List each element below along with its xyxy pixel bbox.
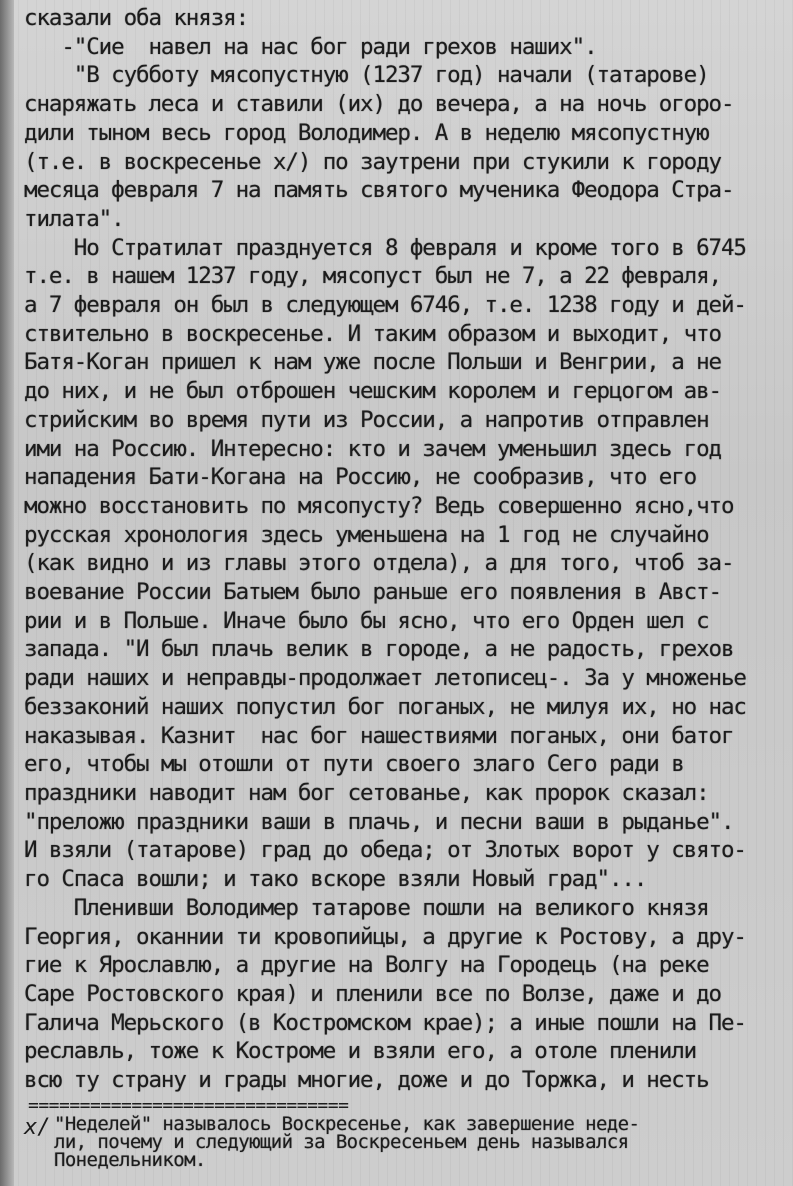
text-line: дили тыном весь город Володимер. А в неделю мясопустную	[24, 119, 709, 146]
text-line: Георгия, оканнии ти кровопийцы, а другие к Ростову, а дру-	[24, 923, 746, 950]
text-line: го Спаса вошли; и тако вскоре взяли Новый град"...	[24, 866, 647, 893]
footnote-text	[54, 1112, 783, 1171]
text-line: стрийским во время пути из России, а напротив отправлен	[24, 406, 709, 433]
text-line: -"Сие навел на нас бог ради грехов наших".	[24, 33, 597, 60]
text-line: реславль, тоже к Костроме и взяли его, а отоле пленили	[24, 1038, 697, 1065]
text-line: гие к Ярославлю, а другие на Волгу на Городець (на реке	[24, 952, 709, 979]
text-line: наказывая. Казнит нас бог нашествиями поганых, они батог	[24, 722, 734, 749]
text-line: т.е. в нашем 1237 году, мясопуст был не 7, а 22 февраля,	[24, 263, 721, 290]
text-line: беззаконий наших попустил бог поганых, не милуя их, но нас	[24, 693, 746, 720]
text-line: рии и в Польше. Иначе было бы ясно, что его Орден шел с	[24, 607, 709, 634]
text-line: (как видно и из главы этого отдела), а для того, чтоб за-	[24, 550, 734, 577]
text-line: сказали оба князя:	[24, 5, 249, 31]
text-line: месяца февраля 7 на память святого мученика Феодора Стра-	[24, 177, 734, 204]
text-line: Батя-Коган пришел к нам уже после Польши и Венгрии, а не	[24, 349, 721, 376]
scan-edge-shadow	[0, 0, 14, 1186]
text-line: И взяли (татарове) град до обеда; от Злотых ворот у свято-	[24, 837, 746, 864]
footnote-separator: ===============================	[28, 1094, 349, 1116]
text-line: ради наших и неправды-продолжает летописец-. За у множенье	[24, 665, 746, 692]
footnote-line: Понедельником.	[54, 1148, 206, 1171]
text-line: запада. "И был плачь велик в городе, а не радость, грехов	[24, 636, 734, 663]
text-line: "преложю праздники ваши в плачь, и песни ваши в рыданье".	[24, 808, 734, 835]
text-line: всю ту страну и грады многие, доже и до Торжка, и несть	[24, 1067, 709, 1094]
footnote-line: ли, почему и следующий за Воскресеньем день назывался	[54, 1130, 629, 1153]
text-line: а 7 февраля он был в следующем 6746, т.е. 1238 году и дей-	[24, 292, 746, 319]
text-line: воевание России Батыем было раньше его появления в Авст-	[24, 579, 721, 606]
text-line: праздники наводит нам бог сетованье, как пророк сказал:	[24, 779, 709, 806]
text-line: русская хронология здесь уменьшена на 1 год не случайно	[24, 521, 709, 548]
text-line: ими на Россию. Интересно: кто и зачем уменьшил здесь год	[24, 435, 721, 462]
text-line: Саре Ростовского края) и пленили все по Волзе, даже и до	[24, 980, 721, 1007]
footnote-mark: х/	[24, 1114, 51, 1140]
text-line: "В субботу мясопустную (1237 год) начали (татарове)	[24, 62, 709, 89]
text-line: до них, и не был отброшен чешским королем и герцогом ав-	[24, 378, 721, 405]
text-line: нападения Бати-Когана на Россию, не сообразив, что его	[24, 464, 697, 491]
body-text	[24, 4, 783, 1095]
footnote	[24, 1112, 783, 1171]
text-line: тилата".	[24, 205, 124, 232]
text-line: (т.е. в воскресенье х/) по заутрени при стукили к городу	[24, 148, 721, 175]
text-line: Пленивши Володимер татарове пошли на великого князя	[24, 894, 709, 921]
text-line: ствительно в воскресенье. И таким образом и выходит, что	[24, 320, 721, 347]
footnote-line: "Неделей" называлось Воскресенье, как завершение неде-	[54, 1112, 640, 1135]
text-line: Галича Мерьского (в Костромском крае); а иные пошли на Пе-	[24, 1009, 746, 1036]
text-line: Но Стратилат празднуется 8 февраля и кроме того в 6745	[24, 234, 746, 261]
text-line: его, чтобы мы отошли от пути своего злаго Сего ради в	[24, 751, 684, 778]
text-line: снаряжать леса и ставили (их) до вечера, а на ночь огоро-	[24, 91, 734, 118]
text-line: можно восстановить по мясопусту? Ведь совершенно ясно,что	[24, 492, 734, 519]
